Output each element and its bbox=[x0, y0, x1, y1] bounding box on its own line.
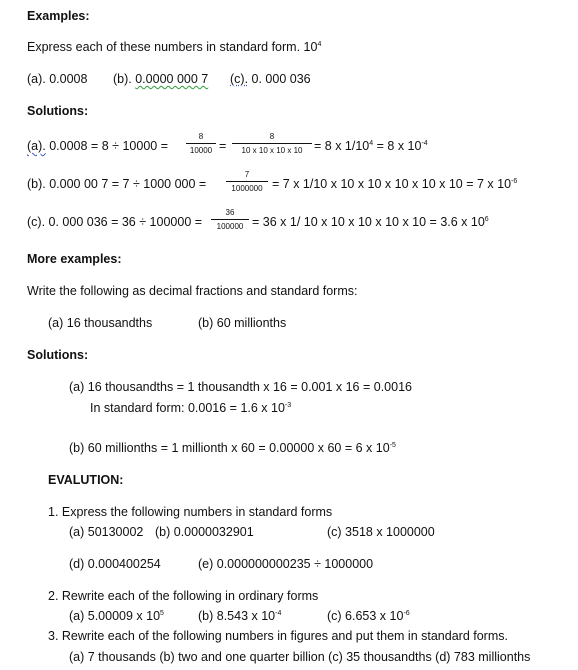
evaluation-question-3: 3. Rewrite each of the following numbers in figures and put them in standard forms. bbox=[48, 629, 508, 643]
q1-part-b: (b) 0.0000032901 bbox=[155, 525, 254, 539]
solution-a-fraction-1: 8 10000 bbox=[186, 131, 216, 156]
more-example-a: (a) 16 thousandths bbox=[48, 316, 153, 330]
examples-heading: Examples: bbox=[27, 9, 90, 23]
solution-a-lhs: (a). 0.0008 = 8 ÷ 10000 = bbox=[27, 139, 168, 153]
more-examples-heading: More examples: bbox=[27, 252, 122, 266]
solution-b-lhs: (b). 0.000 00 7 = 7 ÷ 1000 000 = bbox=[27, 177, 207, 191]
question-text: Express each of these numbers in standard form. $10^4$ bbox=[27, 40, 322, 54]
more-solution-a-line-1: (a) 16 thousandths = 1 thousandth x 16 = 0.001 x 16 = 0.0016 bbox=[69, 380, 412, 394]
more-example-b: (b) 60 millionths bbox=[198, 316, 287, 330]
q1-part-d: (d) 0.000400254 bbox=[69, 557, 161, 571]
write-instruction: Write the following as decimal fractions and standard forms: bbox=[27, 284, 358, 298]
q1-part-a: (a) 50130002 bbox=[69, 525, 144, 539]
solution-c-rhs: = 36 x 1/ 10 x 10 x 10 x 10 x 10 = 3.6 x $10^6$ bbox=[252, 215, 489, 229]
solution-b-rhs: = 7 x 1/10 x 10 x 10 x 10 x 10 x 10 = 7 x $10^{-6}$ bbox=[272, 177, 518, 191]
q2-part-a: (a) 5.00009 x $10^5$ bbox=[69, 609, 164, 623]
solution-c-fraction: 36 100000 bbox=[211, 207, 249, 232]
example-part-a: (a). 0.0008 bbox=[27, 72, 88, 86]
solution-a-rhs: = 8 x $1/10^4 = 8$ x $10^{-4}$ bbox=[314, 139, 428, 153]
evaluation-question-1: 1. Express the following numbers in standard forms bbox=[48, 505, 333, 519]
q2-part-b: (b) 8.543 x $10^{-4}$ bbox=[198, 609, 282, 623]
evaluation-question-2: 2. Rewrite each of the following in ordinary forms bbox=[48, 589, 319, 603]
q1-part-e: (e) 0.000000000235 ÷ 1000000 bbox=[198, 557, 374, 571]
solutions-2-heading: Solutions: bbox=[27, 348, 89, 362]
q1-part-c: (c) 3518 x 1000000 bbox=[327, 525, 435, 539]
solution-a-equals: = bbox=[219, 139, 227, 153]
solution-c-lhs: (c). 0. 000 036 = 36 ÷ 100000 = bbox=[27, 215, 203, 229]
q3-items: (a) 7 thousands (b) two and one quarter billion (c) 35 thousandths (d) 783 millionths bbox=[69, 650, 531, 664]
solution-a-fraction-2: 8 10 x 10 x 10 x 10 bbox=[232, 131, 312, 156]
solutions-heading: Solutions: bbox=[27, 104, 89, 118]
more-solution-a-line-2: In standard form: 0.0016 = 1.6 x $10^{-3}$ bbox=[90, 401, 292, 415]
example-part-b: (b). 0.0000 000 7 bbox=[113, 72, 209, 86]
more-solution-b-line: (b) 60 millionths = 1 millionth x 60 = 0.00000 x 60 = 6 x $10^{-5}$ bbox=[69, 441, 396, 455]
q2-part-c: (c) 6.653 x $10^{-6}$ bbox=[327, 609, 410, 623]
example-part-c: (c). 0. 000 036 bbox=[230, 72, 311, 86]
solution-b-fraction: 7 1000000 bbox=[226, 169, 268, 194]
evaluation-heading: EVALUTION: bbox=[48, 473, 124, 487]
